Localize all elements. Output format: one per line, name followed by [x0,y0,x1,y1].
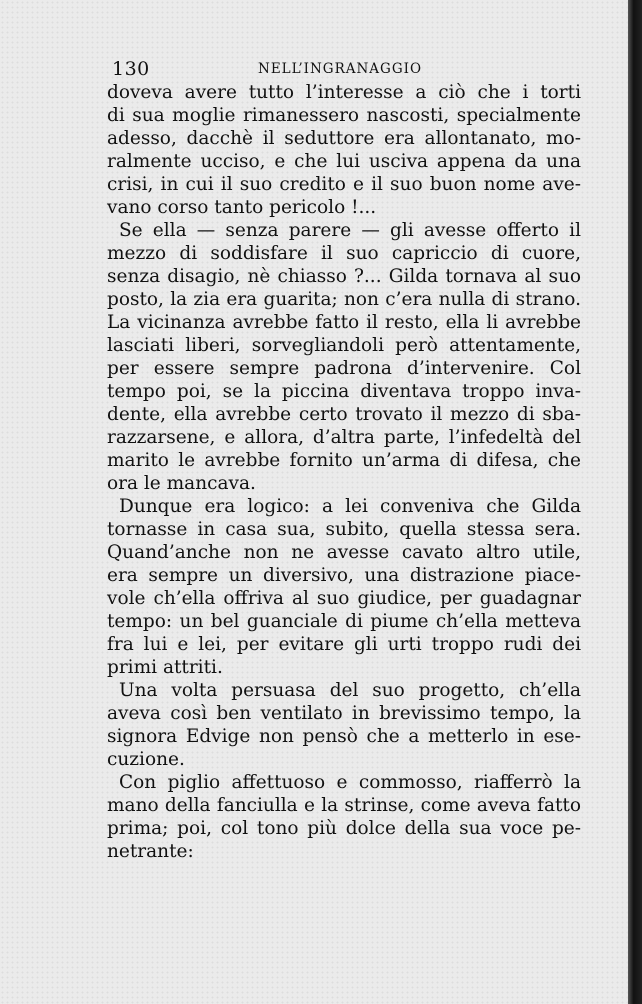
text-line: prima; poi, col tono più dolce della sua voce pe- [107,818,581,839]
text-line: lasciati liberi, sorvegliandoli però attentamente, [107,335,581,356]
text-line: razzarsene, e allora, d’altra parte, l’infedeltà del [107,427,581,448]
text-line: Una volta persuasa del suo progetto, ch’ella [119,680,581,701]
running-title: NELL’INGRANAGGIO [258,61,423,77]
text-line: tornasse in casa sua, subito, quella stessa sera. [107,519,581,540]
text-line: Con piglio affettuoso e commosso, riafferrò la [119,772,581,793]
text-line: posto, la zia era guarita; non c’era nulla di strano. [107,289,581,310]
text-line: vole ch’ella offriva al suo giudice, per guadagnar [107,588,581,609]
text-line: per essere sempre padrona d’intervenire. Col [107,358,581,379]
text-line: primi attriti. [107,657,223,678]
text-line: mezzo di soddisfare il suo capriccio di cuore, [107,243,581,264]
text-line: vano corso tanto pericolo !... [107,197,377,218]
page-header [112,58,582,80]
text-line: dente, ella avrebbe certo trovato il mezzo di sba- [107,404,581,425]
text-line: mano della fanciulla e la strinse, come aveva fatto [107,795,581,816]
text-line: senza disagio, nè chiasso ?... Gilda tornava al suo [107,266,581,287]
text-line: La vicinanza avrebbe fatto il resto, ella li avrebbe [107,312,581,333]
text-line: adesso, dacchè il seduttore era allontanato, mo- [107,128,581,149]
text-line: aveva così ben ventilato in brevissimo tempo, la [107,703,581,724]
text-line: di sua moglie rimanessero nascosti, specialmente [107,105,581,126]
text-line: marito le avrebbe fornito un’arma di difesa, che [107,450,581,471]
text-line: doveva avere tutto l’interesse a ciò che i torti [107,82,581,103]
text-line: ora le mancava. [107,473,256,494]
text-line: signora Edvige non pensò che a metterlo in ese- [107,726,581,747]
page-number: 130 [112,58,150,80]
text-line: netrante: [107,841,194,862]
text-line: cuzione. [107,749,185,770]
page-edge-shadow [628,0,642,1004]
text-line: tempo poi, se la piccina diventava troppo inva- [107,381,581,402]
text-line: ralmente ucciso, e che lui usciva appena da una [107,151,581,172]
text-line: Quand’anche non ne avesse cavato altro utile, [107,542,581,563]
text-line: fra lui e lei, per evitare gli urti troppo rudi dei [107,634,581,655]
text-line: era sempre un diversivo, una distrazione piace- [107,565,581,586]
text-line: Dunque era logico: a lei conveniva che Gilda [119,496,581,517]
text-line: tempo: un bel guanciale di piume ch’ella metteva [107,611,581,632]
text-line: crisi, in cui il suo credito e il suo buon nome ave- [107,174,581,195]
text-line: Se ella — senza parere — gli avesse offerto il [119,220,581,241]
